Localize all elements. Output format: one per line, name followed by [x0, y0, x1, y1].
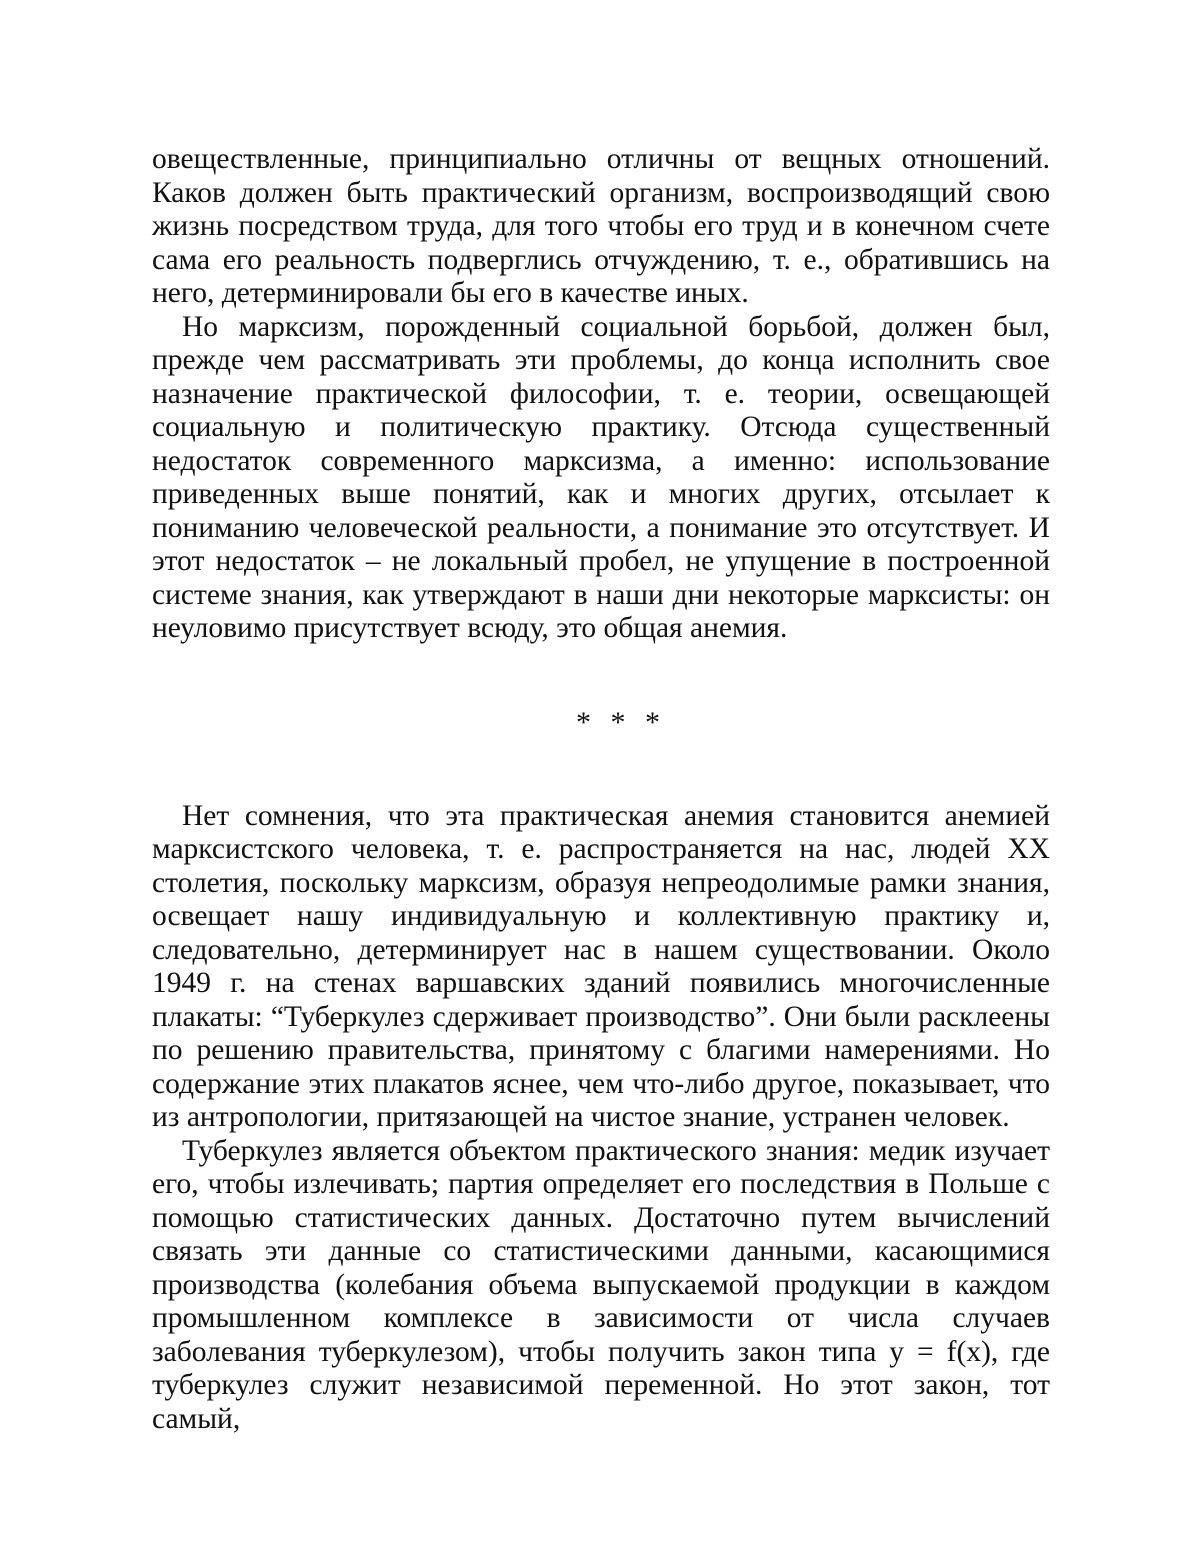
paragraph: Туберкулез является объектом практического знания: медик изучает его, чтобы излечивать; партия определяет его последствия в Польше с помощью статистических данных. Достаточно путем вычислений связать эти данные со статистическими данными, касающимися производства (колебания объема выпускаемой продукции в каждом промышленном комплексе в зависимости от числа случаев заболевания туберкулезом), чтобы получить закон типа y = f(x), где туберкулез служит независимой переменной. Но этот закон, тот самый,	[152, 1134, 1050, 1435]
section-2	[152, 800, 1050, 1437]
paragraph: овеществленные, принципиально отличны от вещных отношений. Каков должен быть практический организм, воспроизводящий свою жизнь посредством труда, для того чтобы его труд и в конечном счете сама его реальность подверглись отчуждению, т. е., обратившись на него, детерминировали бы его в качестве иных.	[152, 143, 1050, 309]
section-separator: * * *	[576, 705, 666, 739]
paragraph: Нет сомнения, что эта практическая анемия становится анемией марксистского человека, т. е. распространяется на нас, людей XX столетия, поскольку марксизм, образуя непреодолимые рамки знания, освещает нашу индивидуальную и коллективную практику и, следовательно, детерминирует нас в нашем существовании. Около 1949 г. на стенах варшавских зданий появились многочисленные плакаты: “Туберкулез сдерживает производство”. Они были расклеены по решению правительства, принятому с благими намерениями. Но содержание этих плакатов яснее, чем что-либо другое, показывает, что из антропологии, притязающей на чистое знание, устранен человек.	[152, 799, 1050, 1133]
document-page	[152, 143, 1050, 1436]
paragraph: Но марксизм, порожденный социальной борьбой, должен был, прежде чем рассматривать эти проблемы, до конца исполнить свое назначение практической философии, т. е. теории, освещающей социальную и политическую практику. Отсюда существенный недостаток современного марксизма, а именно: использование приведенных выше понятий, как и многих других, отсылает к пониманию человеческой реальности, а понимание это отсутствует. И этот недостаток – не локальный пробел, не упущение в построенной системе знания, как утверждают в наши дни некоторые марксисты: он неуловимо присутствует всюду, это общая анемия.	[152, 310, 1050, 644]
section-1	[152, 143, 1050, 646]
